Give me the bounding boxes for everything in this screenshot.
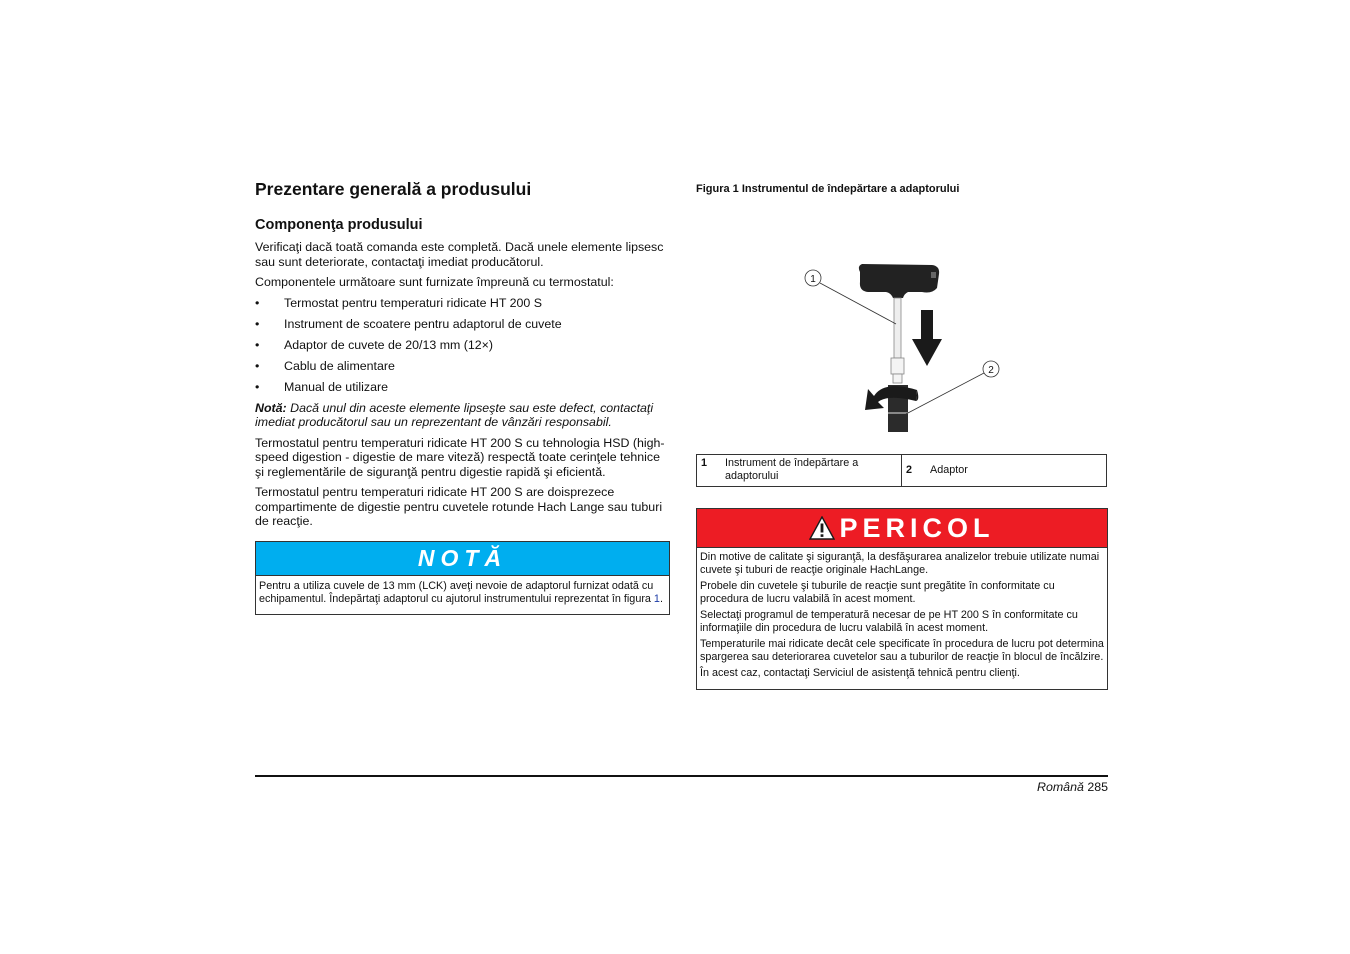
bullet-icon: •: [255, 379, 260, 394]
component-list: [255, 296, 670, 395]
bullet-icon: •: [255, 337, 260, 352]
figure-caption: Figura 1 Instrumentul de îndepărtare a adaptorului: [696, 183, 960, 195]
list-item: • Adaptor de cuvete de 20/13 mm (12×): [255, 337, 494, 352]
list-item: • Instrument de scoatere pentru adaptorul de cuvete: [255, 316, 562, 331]
subsection-title: Componenţa produsului: [255, 217, 423, 233]
pericol-header: PERICOL: [697, 509, 1107, 548]
pericol-paragraph: Din motive de calitate şi siguranţă, la desfăşurarea analizelor trebuie utilizate numai cuvete şi tuburi de reacţie originale HachLange.: [700, 551, 1100, 576]
bullet-icon: •: [255, 358, 260, 373]
note-paragraph: [255, 401, 670, 430]
list-item: • Termostat pentru temperaturi ridicate HT 200 S: [255, 295, 543, 310]
page-footer: [1037, 780, 1108, 794]
pericol-body: [697, 548, 1107, 689]
pericol-paragraph: În acest caz, contactaţi Serviciul de asistenţă tehnică pentru clienţi.: [700, 667, 1020, 679]
tool-handle: [859, 264, 939, 298]
table-row: 1 Instrument de îndepărtare a adaptorului 2 Adaptor: [697, 455, 1107, 487]
pericol-paragraph: Selectaţi programul de temperatură necesar de pe HT 200 S în conformitate cu informaţiile din procedura de lucru valabilă în acest moment.: [700, 609, 1078, 634]
note-text: Dacă unul din aceste elemente lipseşte sau este defect, contactaţi imediat producătorul sau un reprezentant de vânzări responsabil.: [255, 400, 654, 429]
bullet-icon: •: [255, 295, 260, 310]
footer-rule: [255, 775, 1108, 777]
compartments-paragraph: Termostatul pentru temperaturi ridicate HT 200 S are doisprezece compartimente de digestie pentru cuvetele rotunde Hach Lange sau tuburi de reacţie.: [255, 485, 663, 528]
down-arrow-icon: [912, 310, 942, 366]
bullet-icon: •: [255, 316, 260, 331]
list-item: • Cablu de alimentare: [255, 358, 395, 373]
nota-header: NOTĂ: [256, 542, 669, 576]
figure-link[interactable]: 1: [653, 592, 660, 605]
callout-1-label: 1: [810, 274, 816, 285]
left-column: [255, 178, 670, 615]
description-paragraph: Termostatul pentru temperaturi ridicate HT 200 S cu tehnologia HSD (high-speed digestion - digestie de mare viteză) respectă toate cerinţele tehnice şi reglementările de siguranţă pentru digestie rapidă şi eficientă.: [255, 435, 665, 479]
callout-2-label: 2: [988, 365, 994, 376]
footer-language: Română: [1037, 780, 1084, 794]
pericol-paragraph: Temperaturile mai ridicate decât cele specificate în procedura de lucru pot determina spargerea sau deteriorarea cuvetelor sau a tuburilor de reacţie în blocul de încălzire.: [700, 638, 1104, 663]
list-item: • Manual de utilizare: [255, 379, 389, 394]
warning-triangle-icon: [809, 516, 835, 540]
pericol-paragraph: Probele din cuvetele şi tuburile de reacţie sunt pregătite în conformitate cu procedura de lucru valabilă în acest moment.: [700, 580, 1055, 605]
tool-shaft: [894, 298, 901, 358]
nota-box: [255, 541, 670, 615]
components-intro: Componentele următoare sunt furnizate împreună cu termostatul:: [255, 275, 614, 289]
figure-legend-table: [696, 454, 1107, 487]
right-column: [696, 178, 1108, 679]
page-number: 285: [1087, 780, 1108, 794]
pericol-box: [696, 508, 1108, 690]
note-label: Notă:: [255, 400, 287, 415]
adapter-removal-tool-illustration: [792, 220, 1022, 450]
section-title: Prezentare generală a produsului: [255, 179, 532, 199]
intro-paragraph: Verificaţi dacă toată comanda este completă. Dacă unele elemente lipsesc sau sunt deteriorate, contactaţi imediat producătorul.: [255, 240, 664, 269]
nota-body: Pentru a utiliza cuvele de 13 mm (LCK) aveţi nevoie de adaptorul furnizat odată cu echipamentul. Îndepărtaţi adaptorul cu ajutorul instrumentului reprezentat în figura 1.: [259, 579, 663, 605]
